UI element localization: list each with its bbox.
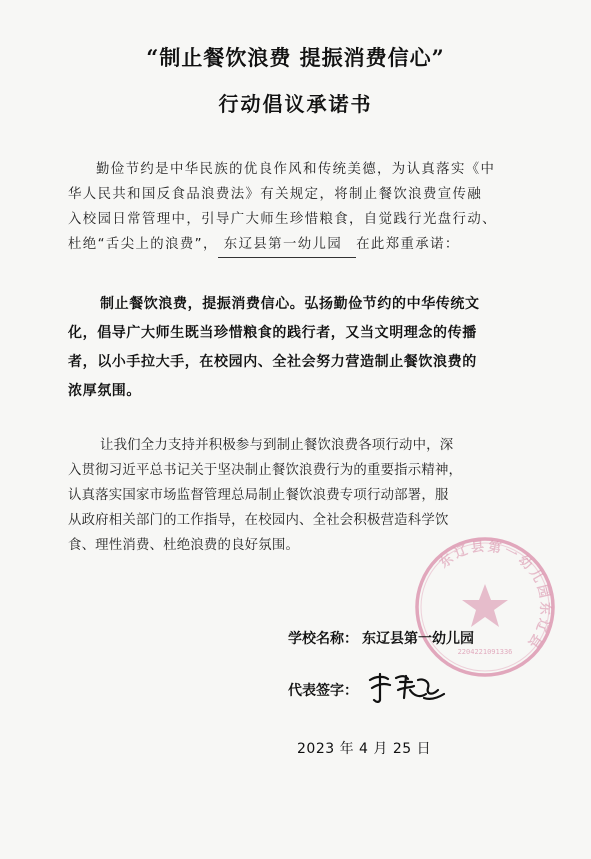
paragraph-commitment bbox=[68, 290, 528, 406]
paragraph-line: 浓厚氛围。 bbox=[68, 383, 141, 399]
seal-number: 2204221091336 bbox=[457, 648, 513, 656]
signing-date: 2023 年 4 月 25 日 bbox=[297, 741, 432, 757]
paragraph-line: 者，以小手拉大手，在校园内、全社会努力营造制止餐饮浪费的 bbox=[68, 354, 477, 370]
fill-in-school: 东辽县第一幼儿园 bbox=[218, 232, 356, 258]
representative-row bbox=[288, 680, 358, 700]
paragraph-line: 认真落实国家市场监督管理总局制止餐饮浪费专项行动部署，服 bbox=[68, 488, 449, 503]
paragraph-line: 从政府相关部门的工作指导，在校园内、全社会积极营造科学饮 bbox=[68, 513, 449, 528]
svg-text:东辽县第一幼儿园东辽县: 东辽县第一幼儿园东辽县 bbox=[436, 539, 553, 653]
paragraph-line: 制止餐饮浪费，提振消费信心。弘扬勤俭节约的中华传统文 bbox=[100, 296, 480, 312]
representative-label: 代表签字： bbox=[288, 683, 358, 699]
paragraph-text: 杜绝“舌尖上的浪费”， bbox=[68, 237, 218, 252]
paragraph-line: 让我们全力支持并积极参与到制止餐饮浪费各项行动中，深 bbox=[100, 438, 454, 453]
paragraph-line: 入贯彻习近平总书记关于坚决制止餐饮浪费行为的重要指示精神， bbox=[68, 463, 463, 478]
paragraph-line-last bbox=[68, 232, 528, 257]
school-name-label: 学校名称： bbox=[288, 631, 358, 647]
paragraph-line: 入校园日常管理中，引导广大师生珍惜粮食，自觉践行光盘行动、 bbox=[68, 212, 497, 227]
paragraph-line: 食、理性消费、杜绝浪费的良好氛围。 bbox=[68, 538, 300, 553]
school-name-value: 东辽县第一幼儿园 bbox=[362, 631, 474, 647]
paragraph-intro bbox=[68, 157, 528, 257]
handwritten-signature bbox=[366, 670, 450, 704]
paragraph-line: 勤俭节约是中华民族的优良作风和传统美德，为认真落实《中 bbox=[96, 162, 496, 177]
official-seal bbox=[410, 532, 560, 682]
school-name-row bbox=[288, 628, 474, 648]
document-subtitle: 行动倡议承诺书 bbox=[218, 92, 373, 116]
document-title: “制止餐饮浪费 提振消费信心” bbox=[146, 45, 445, 70]
seal-star-icon bbox=[462, 584, 508, 627]
paragraph-text: 在此郑重承诺： bbox=[356, 237, 460, 252]
paragraph-line: 华人民共和国反食品浪费法》有关规定，将制止餐饮浪费宣传融 bbox=[68, 187, 483, 202]
paragraph-line: 化，倡导广大师生既当珍惜粮食的践行者，又当文明理念的传播 bbox=[68, 325, 477, 341]
